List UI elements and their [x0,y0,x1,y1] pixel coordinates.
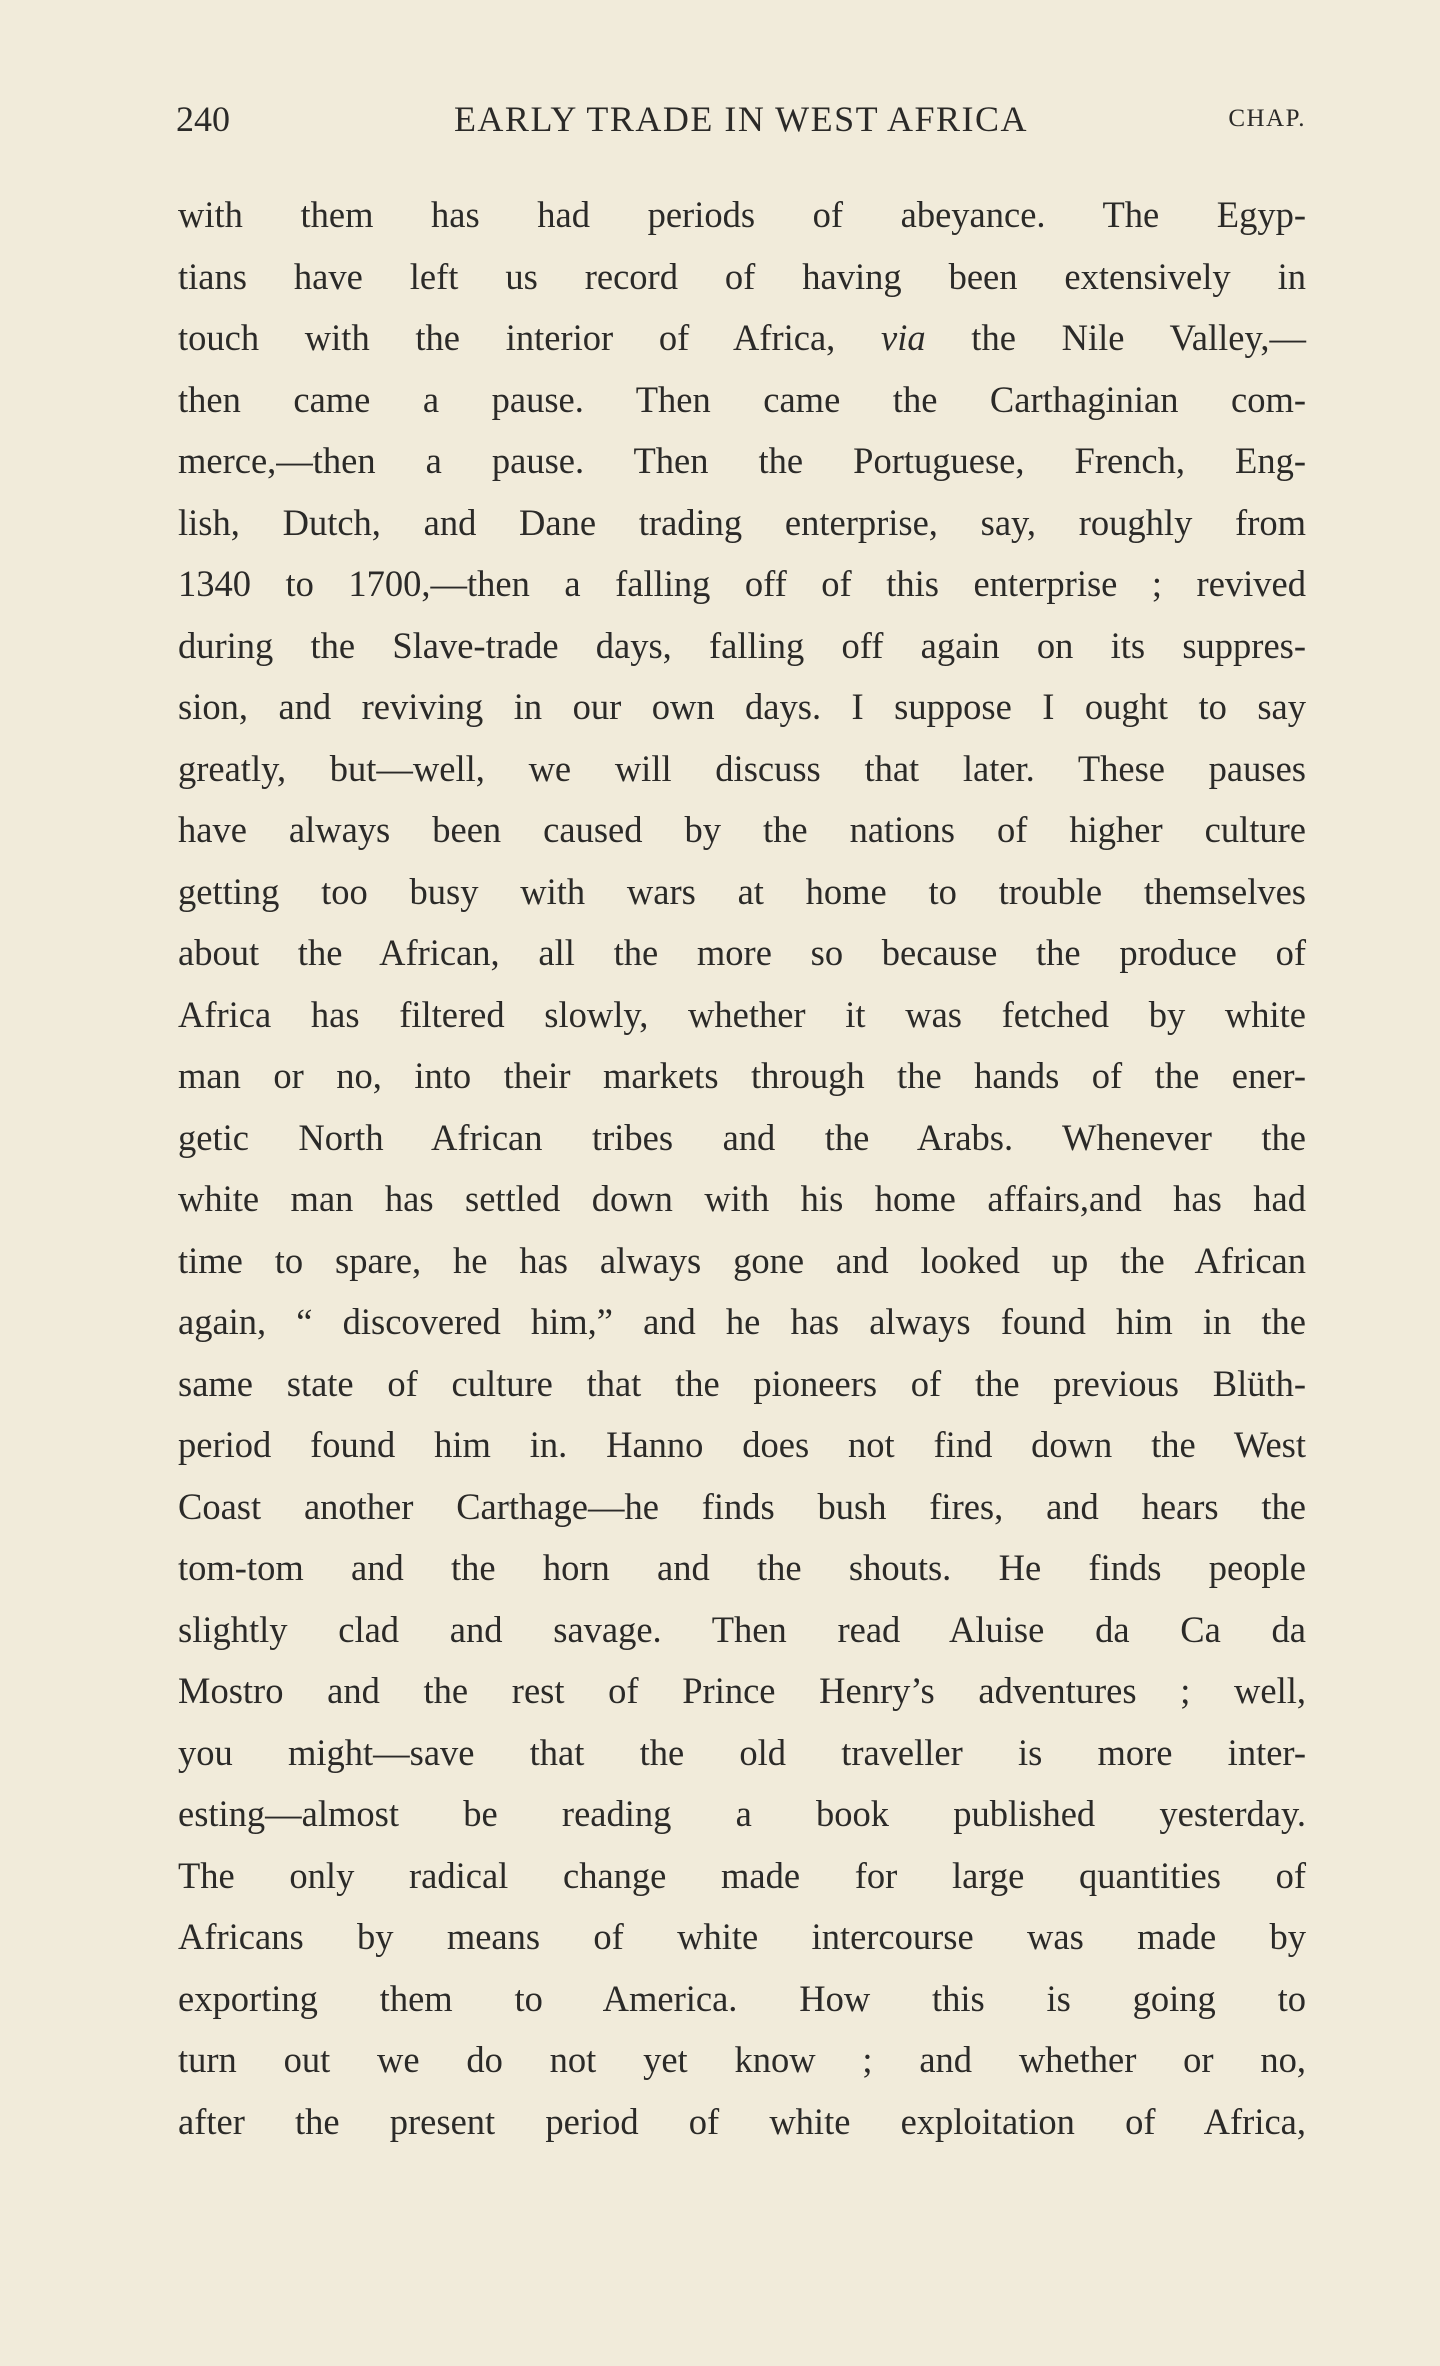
text-line: turn out we do not yet know ; and whether or no, [178,2039,1306,2080]
body-text [178,184,1306,2152]
text-line: time to spare, he has always gone and looked up the African [178,1239,1306,1281]
text-line-with-italic [178,307,1306,369]
text-line: white man has settled down with his home affairs,and has had [178,1178,1306,1219]
text-line: The only radical change made for large quantities of [178,1854,1306,1896]
running-title: EARLY TRADE IN WEST AFRICA [453,99,1029,139]
running-head [176,94,1306,144]
text-line: same state of culture that the pioneers of the previous Blüth- [178,1362,1306,1404]
text-segment: touch with the interior of Africa, [178,317,881,358]
text-line: Africa has filtered slowly, whether it was fetched by white [178,993,1306,1035]
text-line: Africans by means of white intercourse was made by [178,1916,1306,1957]
text-line: esting—almost be reading a book published yesterday. [178,1793,1306,1834]
text-line: merce,—then a pause. Then the Portuguese, French, Eng- [178,440,1306,481]
text-line: sion, and reviving in our own days. I suppose I ought to say [178,686,1306,727]
text-segment: the Nile Valley,— [925,317,1306,358]
text-line: you might—save that the old traveller is more inter- [178,1731,1306,1773]
text-line: about the African, all the more so because the produce of [178,932,1306,973]
page-number: 240 [176,99,230,139]
chapter-label: CHAP. [1228,105,1306,132]
text-line: slightly clad and savage. Then read Aluise da Ca da [178,1608,1306,1650]
text-line: greatly, but—well, we will discuss that later. These pauses [178,747,1306,789]
text-line: exporting them to America. How this is going to [178,1977,1306,2019]
text-line: with them has had periods of abeyance. The Egyp- [178,194,1306,235]
text-line: period found him in. Hanno does not find down the West [178,1424,1306,1465]
text-line: man or no, into their markets through the hands of the ener- [178,1055,1306,1096]
text-line: have always been caused by the nations of higher culture [178,809,1306,850]
text-line: lish, Dutch, and Dane trading enterprise, say, roughly from [178,501,1306,543]
text-line: getting too busy with wars at home to trouble themselves [178,870,1306,912]
text-line: during the Slave-trade days, falling off again on its suppres- [178,624,1306,666]
text-line: then came a pause. Then came the Carthaginian com- [178,378,1306,420]
text-line: tians have left us record of having been extensively in [178,255,1306,297]
text-line: again, “ discovered him,” and he has always found him in the [178,1301,1306,1342]
text-line: tom-tom and the horn and the shouts. He finds people [178,1547,1306,1588]
text-line: getic North African tribes and the Arabs. Whenever the [178,1116,1306,1158]
text-line: Coast another Carthage—he finds bush fires, and hears the [178,1485,1306,1527]
text-line: after the present period of white exploitation of Africa, [178,2100,1306,2142]
text-line: Mostro and the rest of Prince Henry’s adventures ; well, [178,1670,1306,1711]
italic-word: via [881,317,926,358]
text-line: 1340 to 1700,—then a falling off of this enterprise ; revived [178,563,1306,604]
